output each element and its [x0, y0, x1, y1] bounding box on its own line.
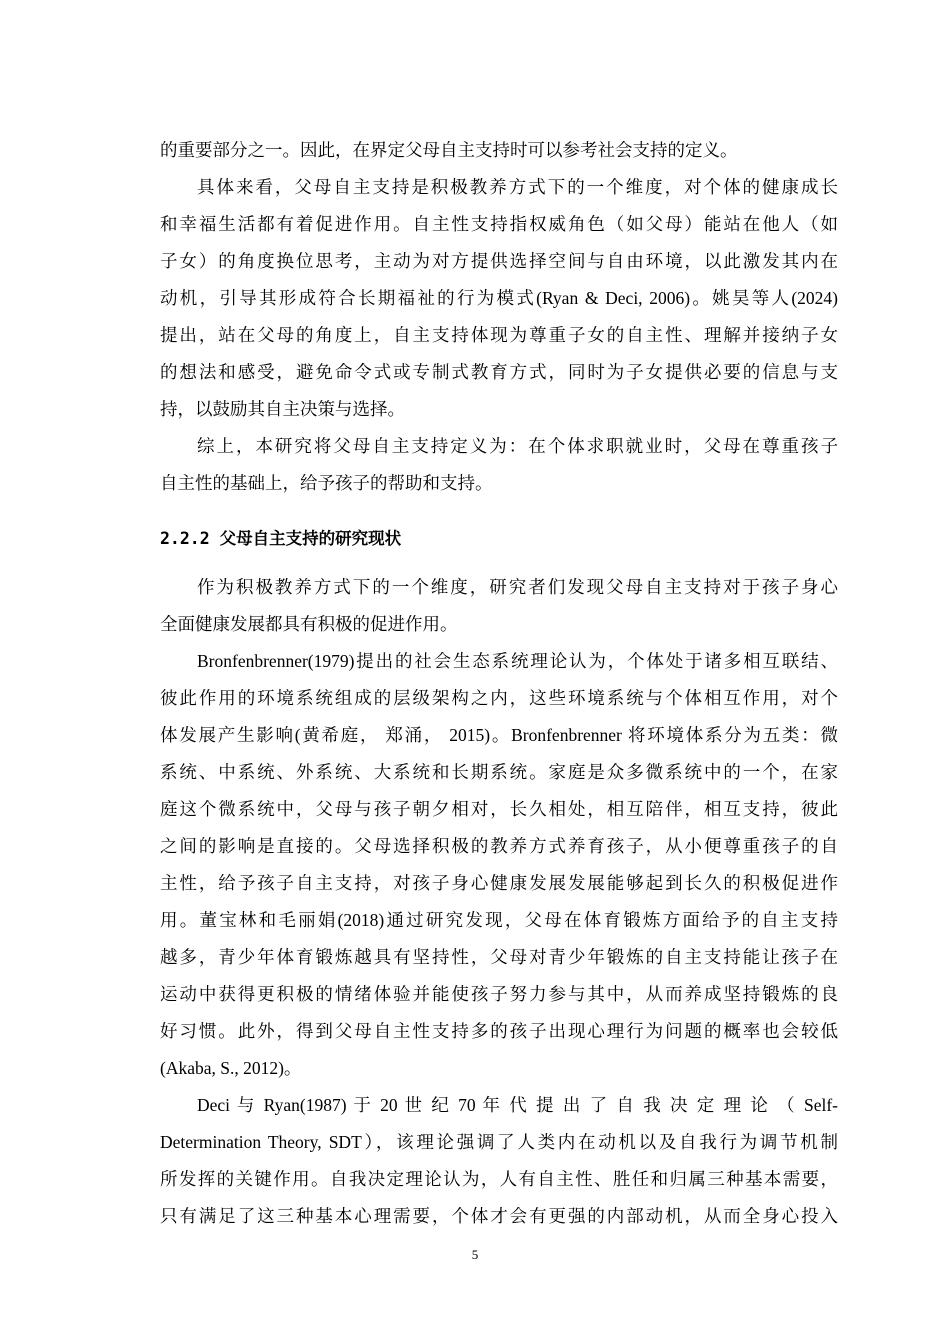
text-line: 具体来看，父母自主支持是积极教养方式下的一个维度，对个体的健康成长	[197, 177, 838, 197]
text-line: 好习惯。此外，得到父母自主性支持多的孩子出现心理行为问题的概率也会较低	[160, 1021, 838, 1041]
text-line: 动机，引导其形成符合长期福祉的行为模式(Ryan & Deci, 2006)。姚昊等人(2024)	[160, 288, 838, 308]
text-line: Determination Theory, SDT），该理论强调了人类内在动机以及自我行为调节机制	[160, 1132, 838, 1152]
text-line: 和幸福生活都有着促进作用。自主性支持指权威角色（如父母）能站在他人（如	[160, 214, 838, 234]
text-line: Deci 与 Ryan(1987) 于 20 世 纪 70 年 代 提 出 了 自 我 决 定 理 论 （ Self-	[197, 1095, 838, 1115]
text-line: Bronfenbrenner(1979)提出的社会生态系统理论认为，个体处于诸多相互联结、	[197, 651, 838, 671]
text-line: 综上，本研究将父母自主支持定义为：在个体求职就业时，父母在尊重孩子	[197, 436, 838, 456]
text-line: 提出，站在父母的角度上，自主支持体现为尊重子女的自主性、理解并接纳子女	[160, 325, 838, 345]
text-line: 只有满足了这三种基本心理需要，个体才会有更强的内部动机，从而全身心投入	[160, 1206, 838, 1226]
text-line: 作为积极教养方式下的一个维度，研究者们发现父母自主支持对于孩子身心	[197, 577, 838, 597]
text-line: 用。董宝林和毛丽娟(2018)通过研究发现，父母在体育锻炼方面给予的自主支持	[160, 910, 838, 930]
text-line: 系统、中系统、外系统、大系统和长期系统。家庭是众多微系统中的一个，在家	[160, 762, 838, 782]
section-heading: 2.2.2 父母自主支持的研究现状	[160, 529, 402, 548]
text-line: 子女）的角度换位思考，主动为对方提供选择空间与自由环境，以此激发其内在	[160, 251, 838, 271]
text-line: 自主性的基础上，给予孩子的帮助和支持。	[160, 473, 493, 493]
text-line: 彼此作用的环境系统组成的层级架构之内，这些环境系统与个体相互作用，对个	[160, 688, 838, 708]
text-line: 运动中获得更积极的情绪体验并能使孩子努力参与其中，从而养成坚持锻炼的良	[160, 984, 838, 1004]
text-line: 持，以鼓励其自主决策与选择。	[160, 399, 405, 419]
text-line: (Akaba, S., 2012)。	[160, 1058, 302, 1078]
text-line: 越多，青少年体育锻炼越具有坚持性，父母对青少年锻炼的自主支持能让孩子在	[160, 947, 838, 967]
text-line: 的想法和感受，避免命令式或专制式教育方式，同时为子女提供必要的信息与支	[160, 362, 838, 382]
page-number: 5	[471, 1247, 479, 1262]
text-line: 全面健康发展都具有积极的促进作用。	[160, 614, 458, 634]
text-line: 体发展产生影响(黄希庭， 郑涌， 2015)。Bronfenbrenner 将环境体系分为五类：微	[160, 725, 838, 745]
text-line: 所发挥的关键作用。自我决定理论认为，人有自主性、胜任和归属三种基本需要，	[160, 1169, 838, 1189]
text-line: 之间的影响是直接的。父母选择积极的教养方式养育孩子，从小便尊重孩子的自	[160, 836, 838, 856]
text-line: 主性，给予孩子自主支持，对孩子身心健康发展发展能够起到长久的积极促进作	[160, 873, 838, 893]
text-line: 庭这个微系统中，父母与孩子朝夕相对，长久相处，相互陪伴，相互支持，彼此	[160, 799, 838, 819]
text-line: 的重要部分之一。因此，在界定父母自主支持时可以参考社会支持的定义。	[160, 140, 738, 160]
